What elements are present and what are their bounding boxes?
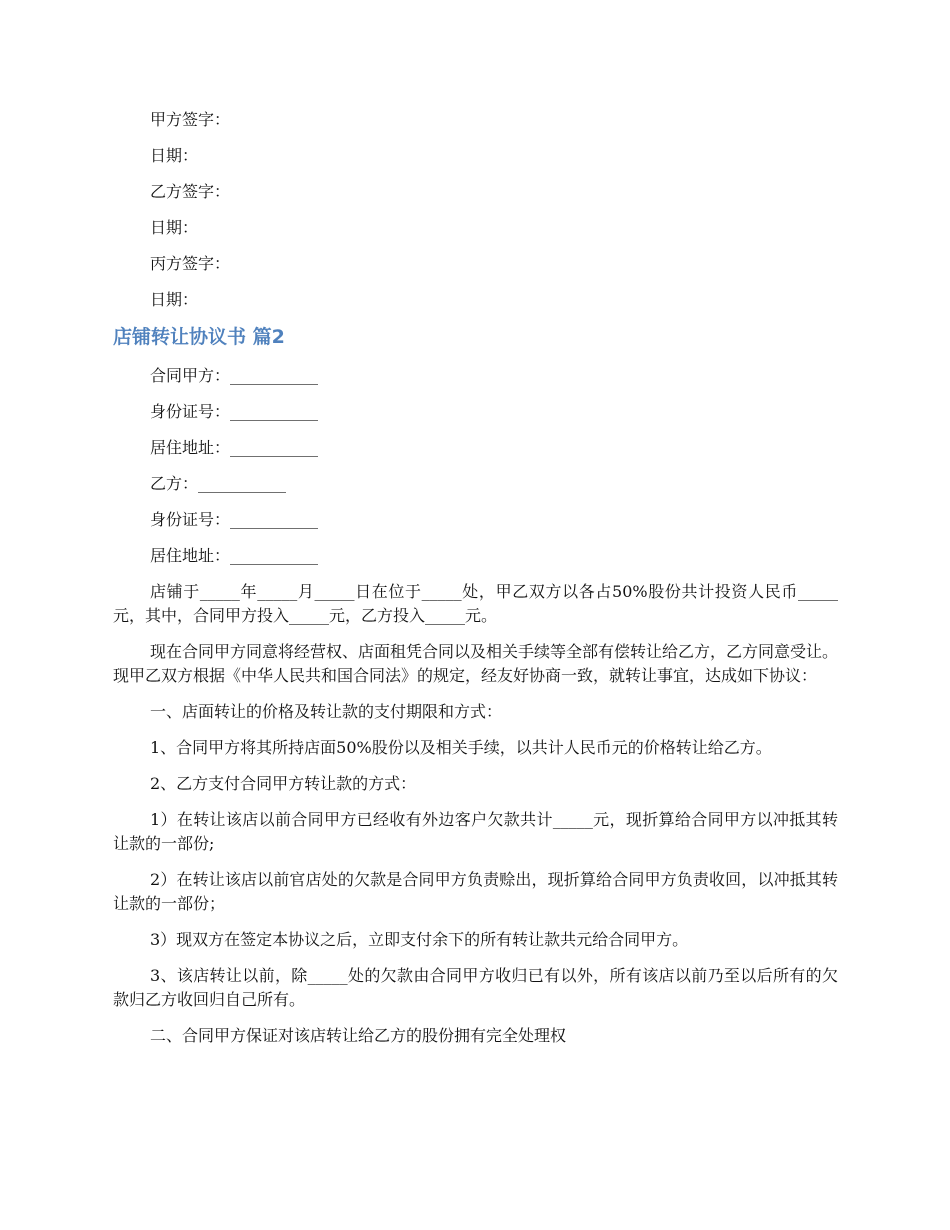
party-b-date-line: 日期： xyxy=(150,218,199,237)
document-body xyxy=(113,108,838,1060)
party-c-signature-line: 丙方签字： xyxy=(150,254,231,273)
payment-method-2: 2）在转让该店以前官店处的欠款是合同甲方负责赊出，现折算给合同甲方负责收回，以冲抵其转让款的一部份； xyxy=(113,870,838,913)
clause-1-heading: 一、店面转让的价格及转让款的支付期限和方式： xyxy=(150,702,503,721)
signature-block xyxy=(113,108,838,312)
party-a-address-field: 居住地址：___________ xyxy=(150,438,319,457)
paragraph-transfer-intent: 现在合同甲方同意将经营权、店面租凭合同以及相关手续等全部有偿转让给乙方，乙方同意受让。现甲乙双方根据《中华人民共和国合同法》的规定，经友好协商一致，就转让事宜，达成如下协议： xyxy=(113,642,839,685)
party-b-signature-line: 乙方签字： xyxy=(150,182,231,201)
paragraph-investment: 店铺于_____年_____月_____日在位于_____处，甲乙双方以各占50%股份共计投资人民币_____元，其中，合同甲方投入_____元，乙方投入_____元。 xyxy=(113,582,838,625)
party-b-address-field: 居住地址：___________ xyxy=(150,546,319,565)
party-c-date-line: 日期： xyxy=(150,290,199,309)
payment-method-3: 3）现双方在签定本协议之后，立即支付余下的所有转让款共元给合同甲方。 xyxy=(150,930,689,949)
payment-method-1: 1）在转让该店以前合同甲方已经收有外边客户欠款共计_____元，现折算给合同甲方以冲抵其转让款的一部份; xyxy=(113,810,838,853)
clause-1-item-3: 3、该店转让以前，除_____处的欠款由合同甲方收归已有以外，所有该店以前乃至以后所有的欠款归乙方收回归自己所有。 xyxy=(113,966,838,1009)
contract-party-a-field: 合同甲方：___________ xyxy=(150,366,319,385)
clause-1-item-2: 2、乙方支付合同甲方转让款的方式： xyxy=(150,774,417,793)
party-a-signature-line: 甲方签字： xyxy=(150,110,231,129)
clause-1-item-1: 1、合同甲方将其所持店面50%股份以及相关手续，以共计人民币元的价格转让给乙方。 xyxy=(150,738,772,757)
party-a-id-field: 身份证号：___________ xyxy=(150,402,319,421)
clause-2-heading: 二、合同甲方保证对该店转让给乙方的股份拥有完全处理权 xyxy=(150,1026,567,1045)
party-fields xyxy=(113,364,838,568)
party-a-date-line: 日期： xyxy=(150,146,199,165)
party-b-id-field: 身份证号：___________ xyxy=(150,510,319,529)
agreement-text xyxy=(113,580,838,1048)
section-heading: 店铺转让协议书 篇2 xyxy=(113,326,285,348)
party-b-field: 乙方：___________ xyxy=(150,474,287,493)
